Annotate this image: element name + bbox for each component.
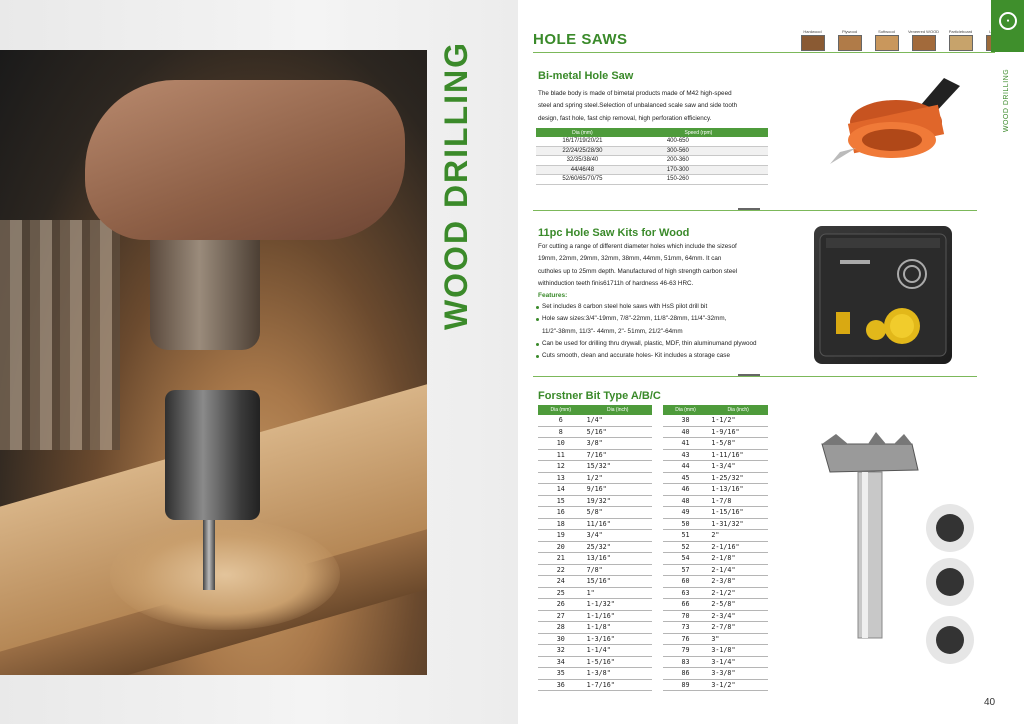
table-row (538, 495, 768, 507)
description-line: withinduction teeth finis61711h of hardness 46-63 HRC. (538, 280, 694, 288)
drill-bit (203, 520, 215, 590)
material-swatch (800, 29, 825, 51)
table-row (538, 576, 768, 588)
table-row (538, 553, 768, 565)
diameter-inch-cell: 2-5/8" (708, 599, 768, 611)
diameter-mm-cell: 44 (663, 461, 709, 473)
features-list (536, 301, 757, 362)
column-gap (652, 438, 663, 450)
kit-description (538, 241, 737, 291)
table-row (538, 668, 768, 680)
diameter-inch-cell: 1-1/2" (708, 415, 768, 426)
diameter-inch-cell: 1-7/8 (708, 495, 768, 507)
right-page (518, 0, 1024, 724)
diameter-inch-cell: 2-3/4" (708, 610, 768, 622)
section-divider (533, 210, 977, 211)
diameter-inch-cell: 1-5/8" (708, 438, 768, 450)
diameter-mm-cell: 83 (663, 656, 709, 668)
table-row (538, 415, 768, 426)
diameter-mm-cell: 50 (663, 518, 709, 530)
diameter-inch-cell: 1" (584, 587, 652, 599)
column-header: Dia (mm) (536, 128, 629, 137)
table-row (538, 484, 768, 496)
table-row (536, 137, 768, 146)
section-divider (533, 376, 977, 377)
feature-item (536, 313, 757, 325)
diameter-inch-cell: 1-11/16" (708, 449, 768, 461)
diameter-mm-cell: 40 (663, 426, 709, 438)
column-gap (652, 599, 663, 611)
page-title: HOLE SAWS (533, 31, 628, 48)
column-gap (652, 530, 663, 542)
table-row (538, 426, 768, 438)
diameter-inch-cell: 5/8" (584, 507, 652, 519)
diameter-mm-cell: 66 (663, 599, 709, 611)
swatch-label: Plywood (841, 29, 858, 34)
diameter-inch-cell: 1-15/16" (708, 507, 768, 519)
diameter-mm-cell: 54 (663, 553, 709, 565)
column-gap (652, 610, 663, 622)
vertical-section-title: WOOD DRILLING (438, 40, 475, 330)
material-swatch (948, 29, 973, 51)
diameter-mm-cell: 24 (538, 576, 584, 588)
diameter-mm-cell: 48 (663, 495, 709, 507)
table-row (538, 472, 768, 484)
column-gap (652, 541, 663, 553)
feature-text: 11/2"-38mm, 11/3"- 44mm, 2"- 51mm, 21/2"-64mm (542, 327, 683, 335)
diameter-inch-cell: 2-1/2" (708, 587, 768, 599)
description-line: cutholes up to 25mm depth. Manufactured of high strength carbon steel (538, 267, 738, 275)
diameter-mm-cell: 32 (538, 645, 584, 657)
diameter-inch-cell: 1-5/16" (584, 656, 652, 668)
column-gap (652, 461, 663, 473)
diameter-mm-cell: 76 (663, 633, 709, 645)
diameter-mm-cell: 45 (663, 472, 709, 484)
diameter-inch-cell: 1-1/16" (584, 610, 652, 622)
bullet-icon (536, 318, 539, 321)
diameter-mm-cell: 41 (663, 438, 709, 450)
drill-chuck (165, 390, 260, 520)
hand (85, 80, 405, 240)
column-gap (652, 564, 663, 576)
diameter-inch-cell: 7/16" (584, 449, 652, 461)
material-swatches (800, 29, 1010, 51)
diameter-cell: 16/17/19/20/21 (536, 137, 629, 146)
diameter-cell: 22/24/25/28/30 (536, 146, 629, 156)
feature-text: Cuts smooth, clean and accurate holes- Kit includes a storage case (542, 352, 730, 360)
table-row (538, 541, 768, 553)
swatch-label: Particleboard (948, 29, 973, 34)
drilling-photo (0, 50, 427, 675)
diameter-inch-cell: 2" (708, 530, 768, 542)
table-row (536, 175, 768, 185)
column-gap (652, 449, 663, 461)
saw-inner (862, 129, 922, 151)
diameter-mm-cell: 46 (663, 484, 709, 496)
diameter-inch-cell: 1-3/8" (584, 668, 652, 680)
forstner-size-table (538, 405, 768, 691)
column-gap (652, 633, 663, 645)
diameter-mm-cell: 27 (538, 610, 584, 622)
table-row (538, 645, 768, 657)
diameter-inch-cell: 3/4" (584, 530, 652, 542)
wood-texture-icon (801, 35, 825, 51)
pilot-bit (830, 148, 856, 164)
feature-item (536, 350, 757, 362)
diameter-inch-cell: 1-31/32" (708, 518, 768, 530)
speed-cell: 200-360 (629, 156, 768, 166)
table-row (538, 656, 768, 668)
column-gap (652, 656, 663, 668)
diameter-mm-cell: 10 (538, 438, 584, 450)
diameter-mm-cell: 8 (538, 426, 584, 438)
table-row (538, 599, 768, 611)
diameter-inch-cell: 1/2" (584, 472, 652, 484)
diameter-inch-cell: 5/16" (584, 426, 652, 438)
diameter-mm-cell: 20 (538, 541, 584, 553)
forstner-bit-image (808, 430, 983, 680)
feature-item (536, 301, 757, 313)
diameter-mm-cell: 89 (663, 679, 709, 691)
material-swatch (837, 29, 862, 51)
diameter-inch-cell: 1-9/16" (708, 426, 768, 438)
description-line: steel and spring steel.Selection of unbalanced scale saw and side tooth (538, 102, 738, 110)
column-gap (652, 405, 663, 415)
bimetal-title: Bi-metal Hole Saw (538, 70, 634, 82)
side-label: WOOD DRILLING (1003, 68, 1011, 132)
column-header: Dia (mm) (663, 405, 709, 415)
diameter-mm-cell: 70 (663, 610, 709, 622)
material-swatch (874, 29, 899, 51)
bimetal-hole-saw-image (816, 74, 974, 174)
diameter-inch-cell: 25/32" (584, 541, 652, 553)
feature-text: Set includes 8 carbon steel hole saws with HsS pilot drill bit (542, 303, 708, 310)
column-gap (652, 472, 663, 484)
diameter-inch-cell: 1-7/16" (584, 679, 652, 691)
diameter-inch-cell: 19/32" (584, 495, 652, 507)
column-header: Dia (inch) (584, 405, 652, 415)
diameter-cell: 44/46/48 (536, 165, 629, 175)
diameter-cell: 32/35/38/40 (536, 156, 629, 166)
column-header: Dia (inch) (708, 405, 768, 415)
table-row (538, 518, 768, 530)
diameter-mm-cell: 22 (538, 564, 584, 576)
bullet-icon (536, 343, 539, 346)
diameter-inch-cell: 2-1/4" (708, 564, 768, 576)
swatch-label: Hardwood (803, 29, 822, 34)
table-row (538, 507, 768, 519)
swatch-label: Softwood (878, 29, 895, 34)
table-row (538, 449, 768, 461)
column-gap (652, 668, 663, 680)
table-row (538, 438, 768, 450)
diameter-inch-cell: 3-1/2" (708, 679, 768, 691)
diameter-mm-cell: 52 (663, 541, 709, 553)
diameter-inch-cell: 1-1/4" (584, 645, 652, 657)
column-header: Speed (rpm) (629, 128, 768, 137)
speed-cell: 150-260 (629, 175, 768, 185)
table-row (538, 461, 768, 473)
diameter-inch-cell: 2-1/16" (708, 541, 768, 553)
column-gap (652, 587, 663, 599)
diameter-inch-cell: 3" (708, 633, 768, 645)
diameter-mm-cell: 25 (538, 587, 584, 599)
diameter-mm-cell: 79 (663, 645, 709, 657)
diameter-mm-cell: 18 (538, 518, 584, 530)
diameter-inch-cell: 1-3/16" (584, 633, 652, 645)
table-row (538, 622, 768, 634)
diameter-mm-cell: 12 (538, 461, 584, 473)
diameter-mm-cell: 38 (663, 415, 709, 426)
diameter-mm-cell: 14 (538, 484, 584, 496)
wood-shavings (110, 520, 340, 630)
diameter-mm-cell: 15 (538, 495, 584, 507)
features-title: Features: (538, 292, 568, 299)
diameter-mm-cell: 49 (663, 507, 709, 519)
diameter-inch-cell: 3/8" (584, 438, 652, 450)
diameter-inch-cell: 11/16" (584, 518, 652, 530)
diameter-cell: 52/60/65/70/75 (536, 175, 629, 185)
diameter-inch-cell: 1-25/32" (708, 472, 768, 484)
table-row (538, 610, 768, 622)
diameter-mm-cell: 35 (538, 668, 584, 680)
column-gap (652, 507, 663, 519)
description-line: 19mm, 22mm, 29mm, 32mm, 38mm, 44mm, 51mm, 64mm. It can (538, 255, 722, 263)
diameter-mm-cell: 13 (538, 472, 584, 484)
background-dowels (0, 220, 120, 450)
feature-text: Hole saw sizes:3/4"-19mm, 7/8"-22mm, 11/8"-28mm, 11/4"-32mm, (542, 315, 727, 323)
material-swatch (907, 29, 940, 51)
description-line: design, fast hole, fast chip removal, high perforation efficiency. (538, 114, 712, 122)
column-gap (652, 484, 663, 496)
page-number: 40 (984, 697, 996, 708)
table-row (536, 146, 768, 156)
title-rule (533, 52, 995, 53)
table-row (536, 156, 768, 166)
column-gap (652, 622, 663, 634)
diameter-mm-cell: 16 (538, 507, 584, 519)
column-header: Dia (mm) (538, 405, 584, 415)
speed-cell: 400-650 (629, 137, 768, 146)
column-gap (652, 495, 663, 507)
swatch-label: Veneered WOOD (907, 29, 940, 34)
wood-texture-icon (912, 35, 936, 51)
speed-cell: 300-560 (629, 146, 768, 156)
diameter-mm-cell: 57 (663, 564, 709, 576)
diameter-inch-cell: 15/16" (584, 576, 652, 588)
kit-title: 11pc Hole Saw Kits for Wood (538, 227, 690, 239)
description-line: The blade body is made of bimetal products made of M42 high-speed (538, 90, 732, 97)
bullet-icon (536, 355, 539, 358)
wood-texture-icon (875, 35, 899, 51)
diameter-mm-cell: 86 (663, 668, 709, 680)
diameter-mm-cell: 30 (538, 633, 584, 645)
diameter-inch-cell: 1-1/8" (584, 622, 652, 634)
table-row (538, 530, 768, 542)
wood-texture-icon (949, 35, 973, 51)
diameter-mm-cell: 36 (538, 679, 584, 691)
hole-saw-kit-image (814, 226, 952, 364)
diameter-inch-cell: 15/32" (584, 461, 652, 473)
diameter-inch-cell: 3-3/8" (708, 668, 768, 680)
diameter-mm-cell: 11 (538, 449, 584, 461)
table-row (538, 564, 768, 576)
column-gap (652, 426, 663, 438)
corner-tab (991, 0, 1024, 52)
diameter-mm-cell: 51 (663, 530, 709, 542)
column-gap (652, 553, 663, 565)
diameter-inch-cell: 1/4" (584, 415, 652, 426)
column-gap (652, 415, 663, 426)
diameter-inch-cell: 2-3/8" (708, 576, 768, 588)
diameter-mm-cell: 26 (538, 599, 584, 611)
diameter-inch-cell: 13/16" (584, 553, 652, 565)
diameter-inch-cell: 2-1/8" (708, 553, 768, 565)
column-gap (652, 576, 663, 588)
diameter-mm-cell: 28 (538, 622, 584, 634)
diameter-inch-cell: 3-1/4" (708, 656, 768, 668)
table-row (536, 165, 768, 175)
drill-icon: ● (999, 12, 1017, 30)
table-row (538, 679, 768, 691)
diameter-mm-cell: 6 (538, 415, 584, 426)
feature-item (536, 338, 757, 350)
diameter-mm-cell: 19 (538, 530, 584, 542)
bullet-icon (536, 306, 539, 309)
feature-text: Can be used for drilling thru drywall, plastic, MDF, thin aluminumand plywood (542, 339, 757, 347)
diameter-inch-cell: 1-13/16" (708, 484, 768, 496)
wood-texture-icon (838, 35, 862, 51)
description-line: For cutting a range of different diameter holes which include the sizesof (538, 243, 737, 250)
diameter-inch-cell: 1-1/32" (584, 599, 652, 611)
table-row (538, 633, 768, 645)
diameter-mm-cell: 60 (663, 576, 709, 588)
diameter-mm-cell: 43 (663, 449, 709, 461)
column-gap (652, 518, 663, 530)
diameter-inch-cell: 7/8" (584, 564, 652, 576)
table-row (538, 587, 768, 599)
column-gap (652, 679, 663, 691)
diameter-mm-cell: 34 (538, 656, 584, 668)
diameter-inch-cell: 1-3/4" (708, 461, 768, 473)
diameter-mm-cell: 21 (538, 553, 584, 565)
diameter-mm-cell: 73 (663, 622, 709, 634)
bimetal-speed-table (536, 128, 768, 185)
speed-cell: 170-300 (629, 165, 768, 175)
feature-item (536, 326, 757, 338)
forstner-title: Forstner Bit Type A/B/C (538, 390, 661, 402)
bimetal-description (538, 88, 737, 125)
diameter-inch-cell: 9/16" (584, 484, 652, 496)
column-gap (652, 645, 663, 657)
diameter-mm-cell: 63 (663, 587, 709, 599)
diameter-inch-cell: 3-1/8" (708, 645, 768, 657)
diameter-inch-cell: 2-7/8" (708, 622, 768, 634)
